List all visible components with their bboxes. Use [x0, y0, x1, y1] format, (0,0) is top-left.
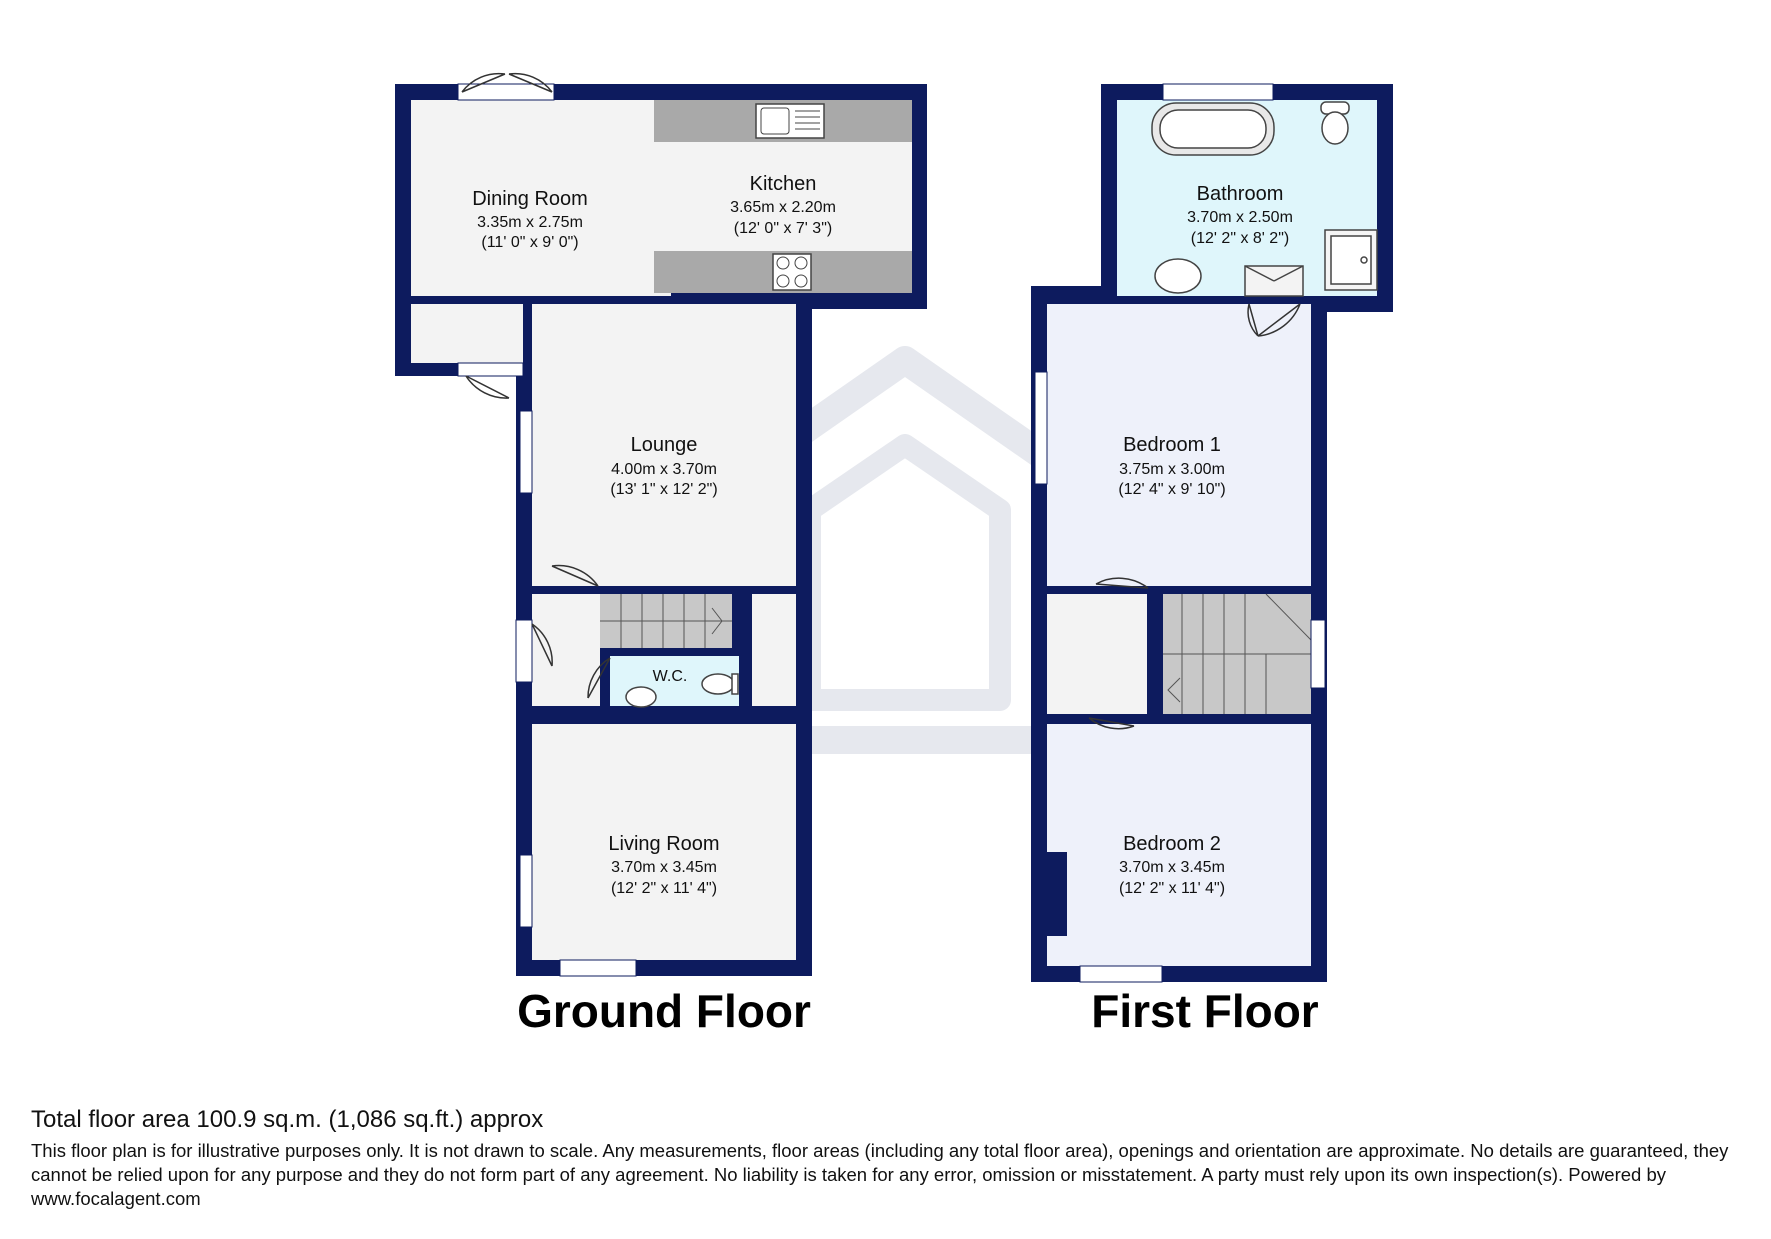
lounge-metric: 4.00m x 3.70m: [611, 461, 717, 478]
bathroom-imperial: (12' 2" x 8' 2"): [1190, 230, 1290, 247]
sink-icon: [756, 104, 824, 138]
dining-room-imperial: (11' 0" x 9' 0"): [481, 234, 579, 251]
wc-name: W.C.: [652, 668, 688, 685]
bath-icon: [1152, 103, 1274, 155]
ground-floor-title: Ground Floor: [517, 985, 811, 1037]
kitchen-metric: 3.65m x 2.20m: [730, 199, 836, 216]
toilet-icon: [1321, 102, 1349, 144]
landing-floor: [1047, 594, 1147, 714]
dining-room-name: Dining Room: [472, 188, 588, 210]
dining-room-metric: 3.35m x 2.75m: [477, 214, 583, 231]
footer: [31, 1105, 1731, 1211]
living-room-metric: 3.70m x 3.45m: [611, 859, 717, 876]
bedroom-1-name: Bedroom 1: [1123, 434, 1221, 456]
toilet-icon: [702, 674, 734, 694]
disclaimer: This floor plan is for illustrative purposes only. It is not drawn to scale. Any measurements, floor areas (including any total floor area), openings and orientation are approximate. No details are guaranteed, they cannot be relied upon for any purpose and they do not form part of any agreement. No liability is taken for any error, omission or misstatement. A party must rely upon its own inspection(s). Powered by www.focalagent.com: [31, 1140, 1729, 1209]
total-floor-area: Total floor area 100.9 sq.m. (1,086 sq.ft.) approx: [31, 1106, 544, 1133]
first-floor-title: First Floor: [1091, 985, 1319, 1037]
first-floor-plan: [1031, 84, 1393, 1037]
bedroom-1-imperial: (12' 4" x 9' 10"): [1118, 481, 1226, 498]
lounge-name: Lounge: [630, 434, 698, 456]
porch-floor: [411, 304, 523, 363]
ground-floor-plan: [395, 74, 927, 1037]
bathroom-name: Bathroom: [1196, 183, 1284, 205]
hob-icon: [773, 254, 811, 290]
kitchen-name: Kitchen: [749, 173, 817, 195]
shower-icon: [1325, 230, 1377, 290]
bedroom-1-metric: 3.75m x 3.00m: [1119, 461, 1225, 478]
basin-icon: [1155, 259, 1201, 293]
bathroom-metric: 3.70m x 2.50m: [1187, 209, 1293, 226]
understairs-floor: [752, 594, 796, 706]
basin-icon: [626, 687, 656, 707]
kitchen-imperial: (12' 0" x 7' 3"): [733, 220, 833, 237]
lounge-imperial: (13' 1" x 12' 2"): [610, 481, 718, 498]
bedroom-2-name: Bedroom 2: [1123, 833, 1221, 855]
bedroom-2-imperial: (12' 2" x 11' 4"): [1118, 880, 1226, 897]
living-room-name: Living Room: [608, 833, 720, 855]
living-room-imperial: (12' 2" x 11' 4"): [610, 880, 718, 897]
hall-floor: [532, 594, 600, 706]
bedroom-2-metric: 3.70m x 3.45m: [1119, 859, 1225, 876]
